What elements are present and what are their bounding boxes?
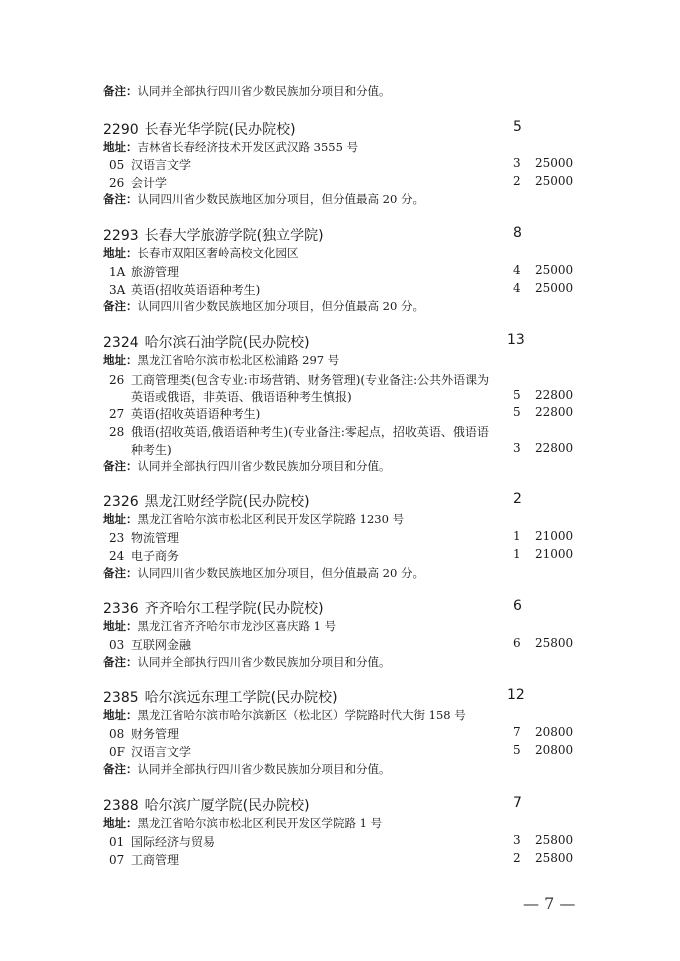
address-label: 地址： — [103, 140, 138, 154]
school-code: 2324 — [103, 335, 139, 351]
school-name: 哈尔滨远东理工学院(民办院校) — [144, 690, 338, 706]
note-label: 备注： — [103, 299, 138, 313]
major-code: 07 — [109, 853, 125, 867]
note-line — [103, 458, 391, 474]
major-count: 5 — [513, 743, 521, 757]
note-text: 认同四川省少数民族地区加分项目，但分值最高 20 分。 — [137, 566, 424, 580]
major-count: 6 — [513, 636, 521, 650]
note-line — [103, 83, 391, 99]
address-text: 黑龙江省哈尔滨市哈尔滨新区（松北区）学院路时代大街 158 号 — [137, 708, 466, 722]
school-name: 齐齐哈尔工程学院(民办院校) — [144, 601, 324, 617]
note-label: 备注： — [103, 192, 138, 206]
major-fee: 22800 — [535, 405, 574, 419]
school-code: 2290 — [103, 122, 139, 138]
note-label: 备注： — [103, 655, 138, 669]
major-count: 1 — [513, 547, 521, 561]
major-name: 英语(招收英语语种考生) — [131, 407, 261, 421]
note-line — [103, 654, 391, 670]
school-name: 黑龙江财经学院(民办院校) — [144, 494, 310, 510]
major-row — [109, 174, 167, 191]
major-row — [109, 529, 179, 546]
major-fee: 21000 — [535, 529, 574, 543]
major-row — [109, 851, 179, 868]
major-code: 28 — [109, 425, 125, 439]
school-count: 6 — [513, 598, 522, 614]
address-label: 地址： — [103, 246, 138, 260]
major-row — [109, 833, 215, 850]
address-label: 地址： — [103, 619, 138, 633]
major-fee: 20800 — [535, 725, 574, 739]
school-count: 5 — [513, 119, 522, 135]
major-fee: 25800 — [535, 636, 574, 650]
address-text: 黑龙江省哈尔滨市松北区利民开发区学院路 1 号 — [137, 816, 383, 830]
major-fee: 25800 — [535, 851, 574, 865]
school-header — [103, 491, 310, 511]
major-count: 2 — [513, 851, 521, 865]
major-fee: 25000 — [535, 263, 574, 277]
note-line — [103, 761, 391, 777]
address-text: 黑龙江省哈尔滨市松北区松浦路 297 号 — [137, 353, 340, 367]
major-name: 英语(招收英语语种考生) — [131, 283, 261, 297]
school-code: 2385 — [103, 690, 139, 706]
school-count: 7 — [513, 795, 522, 811]
major-count: 4 — [513, 281, 521, 295]
major-row — [109, 281, 260, 298]
major-row — [109, 405, 260, 422]
school-header — [103, 687, 338, 707]
address-label: 地址： — [103, 353, 138, 367]
major-count: 3 — [513, 441, 521, 455]
note-line — [103, 565, 424, 581]
school-address — [103, 511, 404, 527]
address-label: 地址： — [103, 816, 138, 830]
note-label: 备注： — [103, 762, 138, 776]
major-name: 俄语(招收英语,俄语语种考生)(专业备注:零起点，招收英语、俄语语 — [131, 425, 489, 439]
school-header — [103, 795, 310, 815]
school-code: 2388 — [103, 798, 139, 814]
major-fee: 25800 — [535, 833, 574, 847]
note-label: 备注： — [103, 566, 138, 580]
major-count: 7 — [513, 725, 521, 739]
major-name: 财务管理 — [131, 727, 180, 741]
major-row — [109, 636, 191, 653]
school-count: 2 — [513, 491, 522, 507]
note-line — [103, 191, 424, 207]
address-text: 黑龙江省齐齐哈尔市龙沙区喜庆路 1 号 — [137, 619, 337, 633]
note-text: 认同并全部执行四川省少数民族加分项目和分值。 — [137, 84, 391, 98]
major-row — [109, 156, 191, 173]
major-fee: 25000 — [535, 156, 574, 170]
major-count: 5 — [513, 405, 521, 419]
major-code: 3A — [109, 283, 126, 297]
note-text: 认同并全部执行四川省少数民族加分项目和分值。 — [137, 762, 391, 776]
major-code: 05 — [109, 158, 125, 172]
major-name-continued: 种考生) — [131, 443, 172, 457]
major-fee: 25000 — [535, 174, 574, 188]
major-fee: 20800 — [535, 743, 574, 757]
note-text: 认同并全部执行四川省少数民族加分项目和分值。 — [137, 459, 391, 473]
major-name: 汉语言文学 — [131, 158, 192, 172]
school-count: 12 — [507, 687, 525, 703]
major-name: 物流管理 — [131, 531, 180, 545]
note-line — [103, 298, 424, 314]
school-name: 哈尔滨石油学院(民办院校) — [144, 335, 310, 351]
school-header — [103, 119, 296, 139]
major-code: 08 — [109, 727, 125, 741]
school-address — [103, 352, 339, 368]
major-name: 工商管理类(包含专业:市场营销、财务管理)(专业备注:公共外语课为 — [131, 373, 490, 387]
major-code: 27 — [109, 407, 125, 421]
major-count: 2 — [513, 174, 521, 188]
school-header — [103, 225, 324, 245]
major-row — [109, 371, 489, 388]
school-address — [103, 618, 336, 634]
major-code: 26 — [109, 176, 125, 190]
school-header — [103, 332, 310, 352]
major-fee: 22800 — [535, 388, 574, 402]
major-fee: 21000 — [535, 547, 574, 561]
major-count: 5 — [513, 388, 521, 402]
major-name: 会计学 — [131, 176, 168, 190]
major-name: 互联网金融 — [131, 638, 192, 652]
major-name: 工商管理 — [131, 853, 180, 867]
major-code: 03 — [109, 638, 125, 652]
major-name: 国际经济与贸易 — [131, 835, 216, 849]
school-header — [103, 598, 324, 618]
major-row — [109, 743, 191, 760]
school-address — [103, 815, 382, 831]
major-row — [109, 263, 179, 280]
major-count: 1 — [513, 529, 521, 543]
school-count: 13 — [507, 332, 525, 348]
school-code: 2326 — [103, 494, 139, 510]
note-text: 认同并全部执行四川省少数民族加分项目和分值。 — [137, 655, 391, 669]
school-code: 2336 — [103, 601, 139, 617]
major-name: 电子商务 — [131, 549, 180, 563]
school-name: 哈尔滨广厦学院(民办院校) — [144, 798, 310, 814]
note-label: 备注： — [103, 459, 138, 473]
major-row — [109, 725, 179, 742]
note-text: 认同四川省少数民族地区加分项目，但分值最高 20 分。 — [137, 192, 424, 206]
major-count: 3 — [513, 156, 521, 170]
major-name: 旅游管理 — [131, 265, 180, 279]
address-label: 地址： — [103, 708, 138, 722]
major-name-continued: 英语或俄语，非英语、俄语语种考生慎报) — [131, 390, 352, 404]
major-code: 1A — [109, 265, 126, 279]
major-count: 4 — [513, 263, 521, 277]
major-code: 01 — [109, 835, 125, 849]
school-code: 2293 — [103, 228, 139, 244]
address-text: 黑龙江省哈尔滨市松北区利民开发区学院路 1230 号 — [137, 512, 405, 526]
school-name: 长春大学旅游学院(独立学院) — [144, 228, 324, 244]
major-name: 汉语言文学 — [131, 745, 192, 759]
note-label: 备注： — [103, 84, 138, 98]
school-name: 长春光华学院(民办院校) — [144, 122, 296, 138]
address-label: 地址： — [103, 512, 138, 526]
address-text: 长春市双阳区奢岭高校文化园区 — [137, 246, 299, 260]
page-number: — 7 — — [523, 894, 576, 913]
major-row — [109, 547, 179, 564]
major-fee: 22800 — [535, 441, 574, 455]
major-fee: 25000 — [535, 281, 574, 295]
major-count: 3 — [513, 833, 521, 847]
major-code: 24 — [109, 549, 125, 563]
school-address — [103, 139, 358, 155]
school-count: 8 — [513, 225, 522, 241]
note-text: 认同四川省少数民族地区加分项目，但分值最高 20 分。 — [137, 299, 424, 313]
major-row — [109, 423, 489, 440]
school-address — [103, 245, 299, 261]
address-text: 吉林省长春经济技术开发区武汉路 3555 号 — [137, 140, 359, 154]
major-code: 26 — [109, 373, 125, 387]
school-address — [103, 707, 466, 723]
major-code: 0F — [109, 745, 125, 759]
major-code: 23 — [109, 531, 125, 545]
